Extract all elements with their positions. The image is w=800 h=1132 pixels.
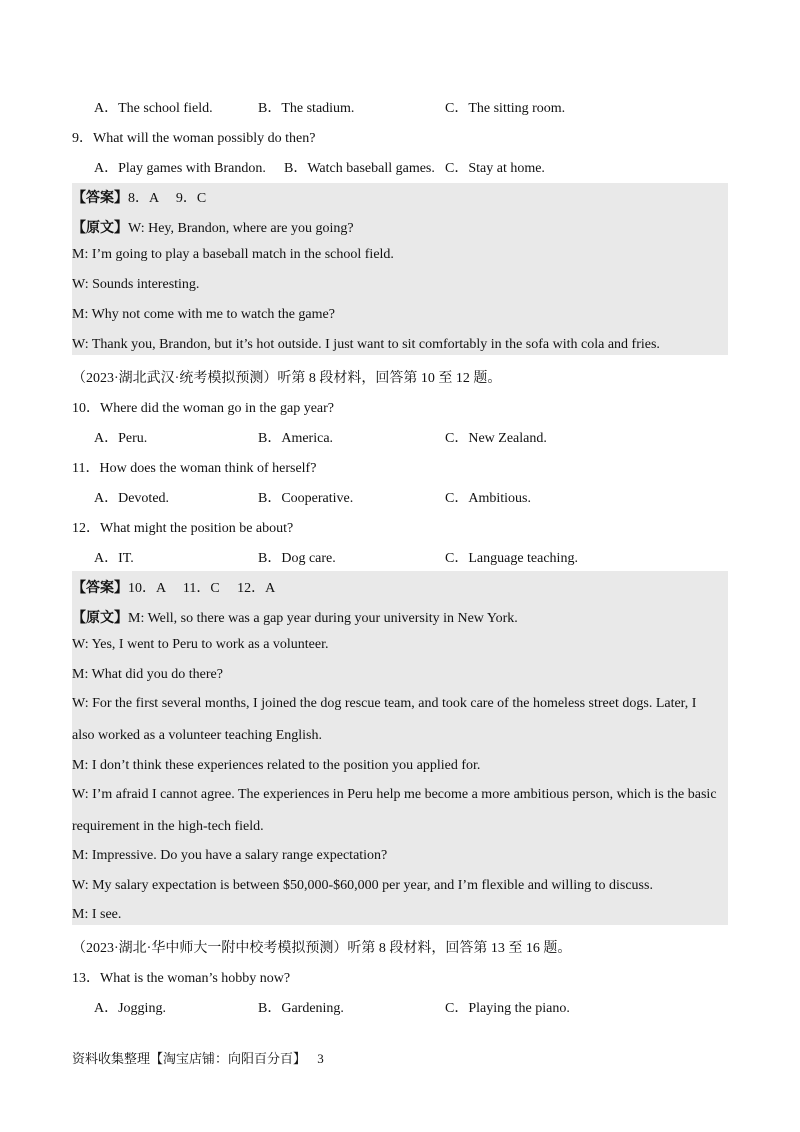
footer-text: 资料收集整理【淘宝店铺：向阳百分百】: [72, 1051, 307, 1066]
script-line: W: For the first several months, I joined the dog rescue team, and took care of the homeless street dogs. Later, I: [72, 696, 697, 711]
answer-tag: 【答案】: [72, 191, 128, 206]
script-line-1-first: [72, 217, 354, 237]
q11-option-a: A．Devoted.: [94, 491, 170, 506]
q9-option-a: A．Play games with Brandon.: [94, 161, 266, 176]
answer-text: 10．A 11．C 12．A: [128, 581, 276, 596]
q13-question: 13．What is the woman’s hobby now?: [72, 971, 291, 986]
answer-block-1: [72, 183, 728, 355]
q10-option-a: A．Peru.: [94, 431, 148, 446]
q8-option-a: A．The school field.: [94, 101, 213, 116]
script-line: M: Impressive. Do you have a salary range expectation?: [72, 848, 388, 863]
q10-option-c: C．New Zealand.: [445, 431, 547, 446]
q11-option-b: B．Cooperative.: [258, 491, 354, 506]
answer-tag: 【答案】: [72, 581, 128, 596]
script-line: M: What did you do there?: [72, 667, 223, 682]
q13-option-a: A．Jogging.: [94, 1001, 166, 1016]
script-text: M: Well, so there was a gap year during your university in New York.: [128, 611, 518, 626]
q9-option-c: C．Stay at home.: [445, 161, 545, 176]
q13-option-c: C．Playing the piano.: [445, 1001, 570, 1016]
q10-option-b: B．America.: [258, 431, 334, 446]
q12-option-c: C．Language teaching.: [445, 551, 578, 566]
section-intro: （2023·湖北·华中师大一附中校考模拟预测）听第 8 段材料，回答第 13 至 16 题。: [72, 941, 572, 956]
page-footer: [72, 1048, 324, 1067]
q11-option-c: C．Ambitious.: [445, 491, 531, 506]
q9-option-b: B．Watch baseball games.: [284, 161, 435, 176]
script-line: M: I see.: [72, 907, 122, 922]
script-text: W: Hey, Brandon, where are you going?: [128, 221, 354, 236]
q8-option-c: C．The sitting room.: [445, 101, 566, 116]
script-line: M: I’m going to play a baseball match in the school field.: [72, 247, 394, 262]
script-line: W: Thank you, Brandon, but it’s hot outside. I just want to sit comfortably in the sofa with cola and fries.: [72, 337, 660, 352]
q9-question: 9．What will the woman possibly do then?: [72, 131, 316, 146]
script-line: W: Yes, I went to Peru to work as a volunteer.: [72, 637, 329, 652]
q10-question: 10．Where did the woman go in the gap year?: [72, 401, 335, 416]
script-line-2-first: [72, 607, 518, 627]
script-line: W: Sounds interesting.: [72, 277, 200, 292]
script-line: M: Why not come with me to watch the game?: [72, 307, 335, 322]
script-line: W: My salary expectation is between $50,000-$60,000 per year, and I’m flexible and willing to discuss.: [72, 878, 653, 893]
section-intro: （2023·湖北武汉·统考模拟预测）听第 8 段材料，回答第 10 至 12 题。: [72, 371, 502, 386]
script-line: M: I don’t think these experiences related to the position you applied for.: [72, 758, 481, 773]
answer-line-2: [72, 577, 275, 597]
answer-text: 8．A 9．C: [128, 191, 207, 206]
q12-option-a: A．IT.: [94, 551, 134, 566]
q8-option-b: B．The stadium.: [258, 101, 355, 116]
script-line: also worked as a volunteer teaching English.: [72, 728, 322, 743]
page-number: 3: [317, 1051, 324, 1066]
script-line: W: I’m afraid I cannot agree. The experiences in Peru help me become a more ambitious person, which is the basic: [72, 787, 717, 802]
q12-option-b: B．Dog care.: [258, 551, 336, 566]
q12-question: 12．What might the position be about?: [72, 521, 294, 536]
script-tag: 【原文】: [72, 221, 128, 236]
script-line: requirement in the high-tech field.: [72, 819, 264, 834]
q13-option-b: B．Gardening.: [258, 1001, 344, 1016]
script-tag: 【原文】: [72, 611, 128, 626]
q11-question: 11．How does the woman think of herself?: [72, 461, 317, 476]
answer-line-1: [72, 187, 206, 207]
